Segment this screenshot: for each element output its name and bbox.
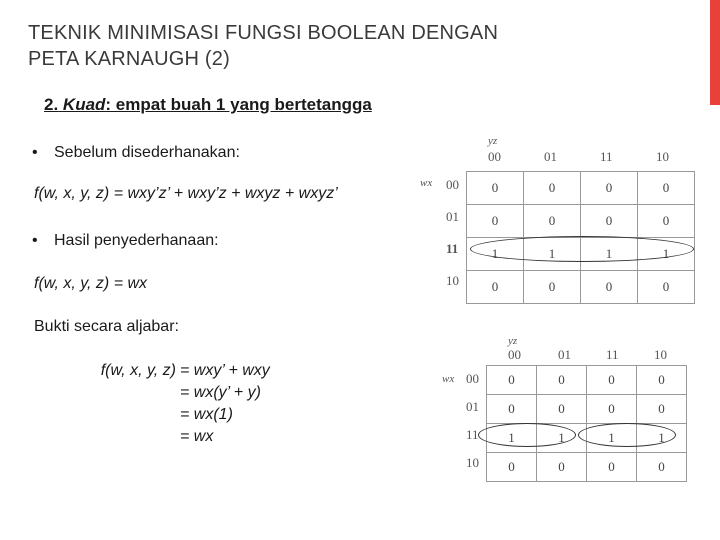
row-header: 11 [466, 427, 479, 442]
kmap-cell: 0 [581, 205, 638, 238]
row-header: 11 [446, 241, 459, 256]
title-line-2: PETA KARNAUGH (2) [28, 48, 230, 70]
proof-step: f(w, x, y, z) = wxy’ + wxy [100, 362, 270, 379]
col-header: 01 [558, 347, 571, 362]
kmap-cell: 1 [637, 424, 687, 453]
kmap-cell: 0 [587, 395, 637, 424]
kmap-cell: 0 [524, 172, 581, 205]
wx-label: wx [420, 177, 433, 189]
bullet-dot: • [32, 232, 38, 249]
kmap-cell: 0 [581, 271, 638, 304]
row-header: 00 [466, 371, 479, 386]
kmap-cell: 1 [537, 424, 587, 453]
kmap-cell: 0 [524, 271, 581, 304]
bullet-dot: • [32, 144, 38, 161]
row-header: 00 [446, 177, 459, 192]
kmap-cell: 0 [537, 366, 587, 395]
pair-group-oval-right [578, 423, 676, 447]
kmap-cell: 0 [524, 205, 581, 238]
formula-before: f(w, x, y, z) = wxy’z’ + wxy’z + wxyz + wxyz’ [34, 185, 338, 202]
bullet-after-text: Hasil penyederhanaan: [54, 232, 219, 249]
proof-steps [68, 360, 270, 448]
kmap-cell: 1 [581, 238, 638, 271]
bullet-after [32, 232, 219, 250]
kmap-cell: 0 [537, 453, 587, 482]
kmap-cell: 1 [467, 238, 524, 271]
kmap-cell: 0 [467, 172, 524, 205]
title-line-1: TEKNIK MINIMISASI FUNGSI BOOLEAN DENGAN [28, 22, 499, 44]
bullet-before [32, 144, 240, 162]
row-header: 10 [446, 273, 459, 288]
yz-label: yz [488, 135, 498, 147]
kmap-cell: 0 [637, 395, 687, 424]
kmap-cell: 1 [487, 424, 537, 453]
col-header: 11 [606, 347, 619, 362]
col-header: 11 [600, 149, 613, 164]
accent-bar [710, 0, 720, 105]
kmap-cell: 0 [581, 172, 638, 205]
col-header: 00 [508, 347, 521, 362]
slide-title [28, 20, 498, 72]
kmap-cell: 0 [638, 172, 695, 205]
row-header: 10 [466, 455, 479, 470]
pair-group-oval-left [478, 423, 576, 447]
kmap-cell: 1 [524, 238, 581, 271]
col-header: 00 [488, 149, 501, 164]
subtitle [44, 95, 372, 115]
kmap-cell: 0 [638, 205, 695, 238]
kmap-cell: 0 [587, 453, 637, 482]
kmap-cell: 1 [638, 238, 695, 271]
col-header: 10 [654, 347, 667, 362]
quad-group-oval [470, 236, 694, 262]
kmap-cell: 0 [487, 453, 537, 482]
proof-step: = wx(1) [180, 406, 233, 423]
proof-step: = wx [180, 428, 214, 445]
subtitle-number: 2. [44, 95, 59, 114]
wx-label: wx [442, 373, 455, 385]
kmap-cell: 0 [537, 395, 587, 424]
kmap-cell: 1 [587, 424, 637, 453]
col-header: 01 [544, 149, 557, 164]
kmap-cell: 0 [487, 395, 537, 424]
proof-label: Bukti secara aljabar: [34, 318, 179, 335]
kmap-cell: 0 [587, 366, 637, 395]
col-header: 10 [656, 149, 669, 164]
subtitle-rest: : empat buah 1 yang bertetangga [105, 95, 372, 114]
kmap-cell: 0 [638, 271, 695, 304]
bullet-before-text: Sebelum disederhanakan: [54, 144, 240, 161]
kmap-cell: 0 [487, 366, 537, 395]
kmap-cell: 0 [637, 366, 687, 395]
formula-after: f(w, x, y, z) = wx [34, 275, 148, 292]
karnaugh-map-1 [418, 135, 708, 305]
karnaugh-map-2 [440, 335, 710, 485]
kmap-cell: 0 [637, 453, 687, 482]
kmap-cell: 0 [467, 205, 524, 238]
row-header: 01 [446, 209, 459, 224]
subtitle-term: Kuad [62, 95, 106, 114]
proof-step: = wx(y’ + y) [180, 384, 261, 401]
row-header: 01 [466, 399, 479, 414]
kmap-cell: 0 [467, 271, 524, 304]
yz-label: yz [508, 335, 518, 347]
